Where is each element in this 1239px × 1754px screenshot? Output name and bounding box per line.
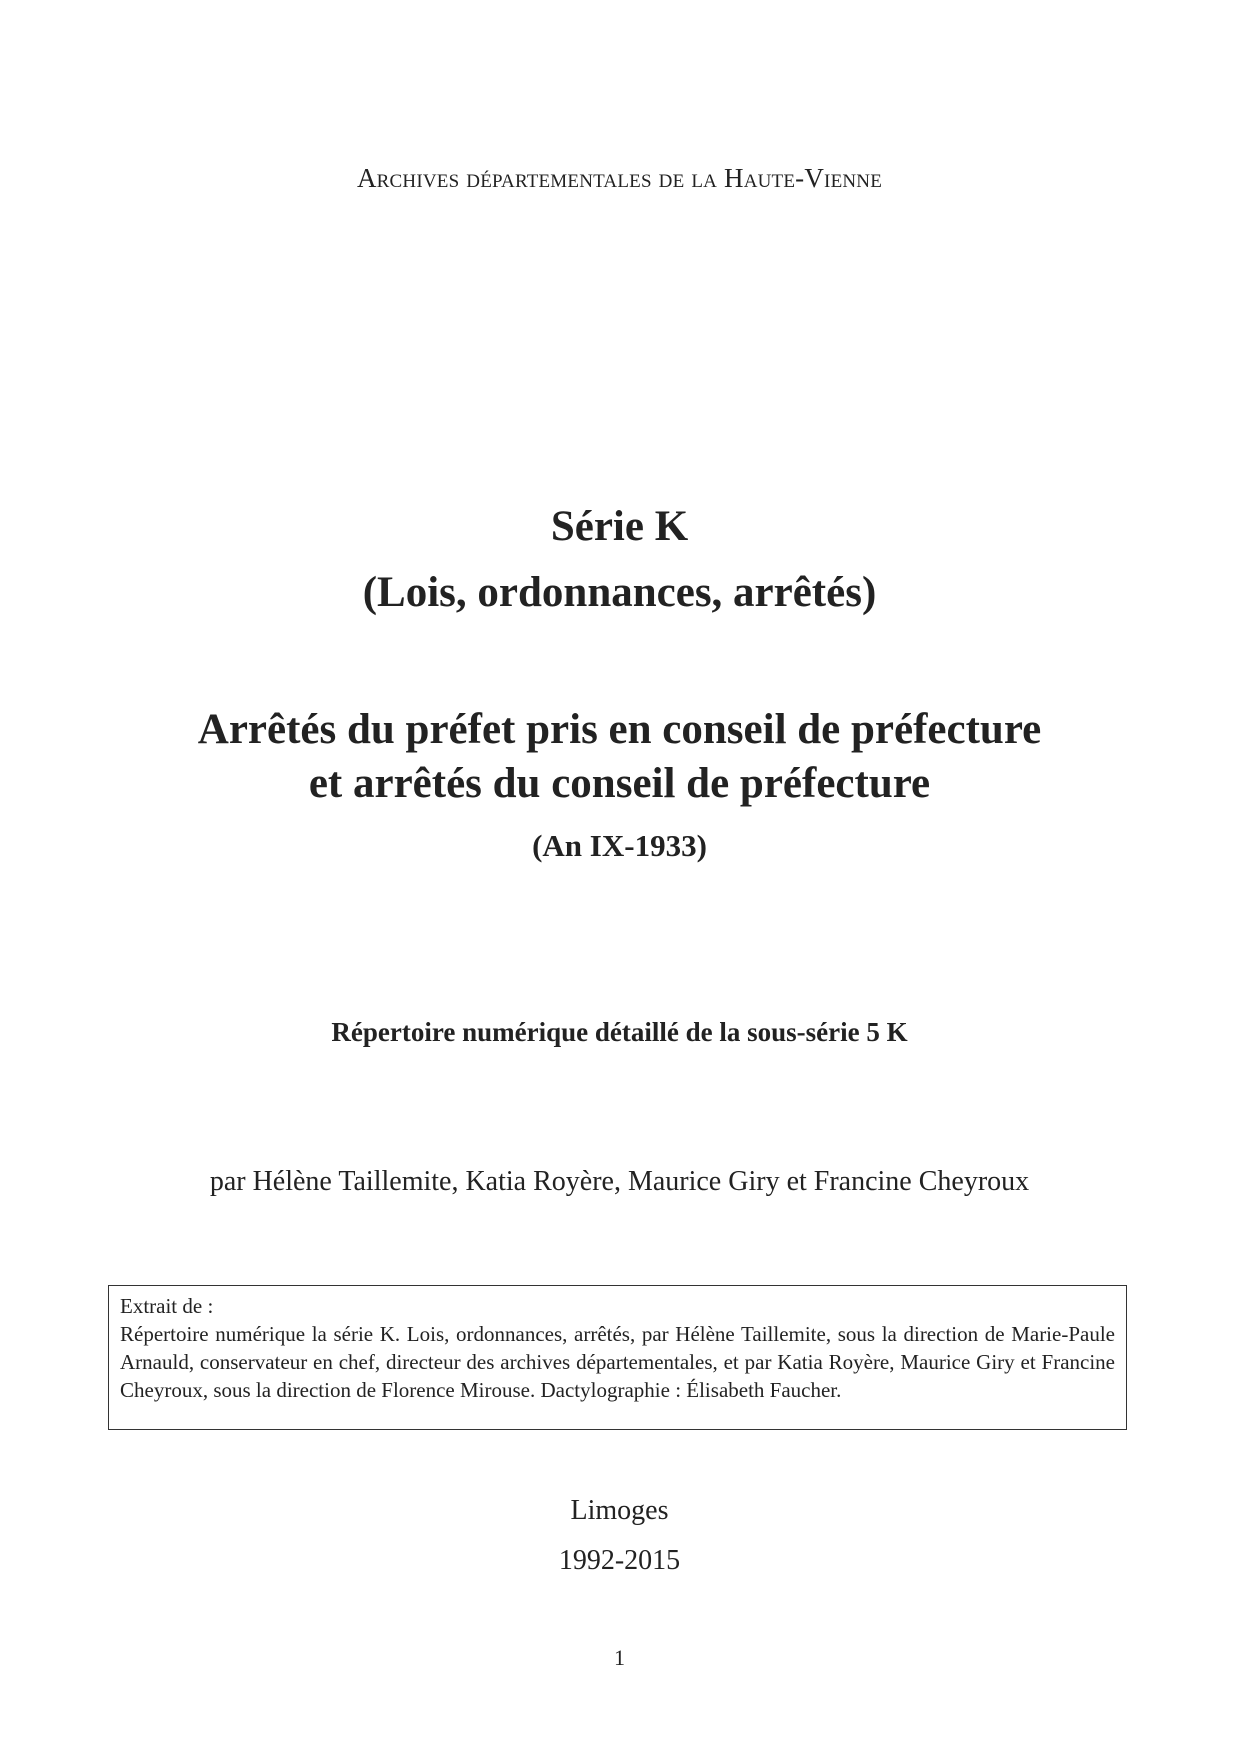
publication-place: Limoges <box>570 1495 669 1526</box>
main-title-line-2: et arrêtés du conseil de préfecture <box>308 760 931 807</box>
serie-subtitle: (Lois, ordonnances, arrêtés) <box>362 569 877 616</box>
page-number: 1 <box>614 1645 625 1670</box>
publication-years: 1992-2015 <box>558 1545 681 1576</box>
extract-box <box>108 1285 1127 1430</box>
authors-line: par Hélène Taillemite, Katia Royère, Maurice Giry et Francine Cheyroux <box>209 1166 1030 1197</box>
extract-label: Extrait de : <box>120 1294 214 1318</box>
date-range: (An IX-1933) <box>532 828 707 863</box>
main-title-line-1: Arrêtés du préfet pris en conseil de préfecture <box>197 706 1042 753</box>
serie-title: Série K <box>550 503 689 550</box>
institution-header: Archives départementales de la Haute-Vienne <box>356 163 883 193</box>
extract-text: Répertoire numérique la série K. Lois, ordonnances, arrêtés, par Hélène Taillemite, sous la direction de Marie-Paule Arnauld, conservateur en chef, directeur des archives départementales, et par Katia Royère, Maurice Giry et Francine Cheyroux, sous la direction de Florence Mirouse. Dactylographie : Élisabeth Faucher. <box>120 1322 1115 1402</box>
repertoire-subtitle: Répertoire numérique détaillé de la sous-série 5 K <box>331 1017 908 1047</box>
